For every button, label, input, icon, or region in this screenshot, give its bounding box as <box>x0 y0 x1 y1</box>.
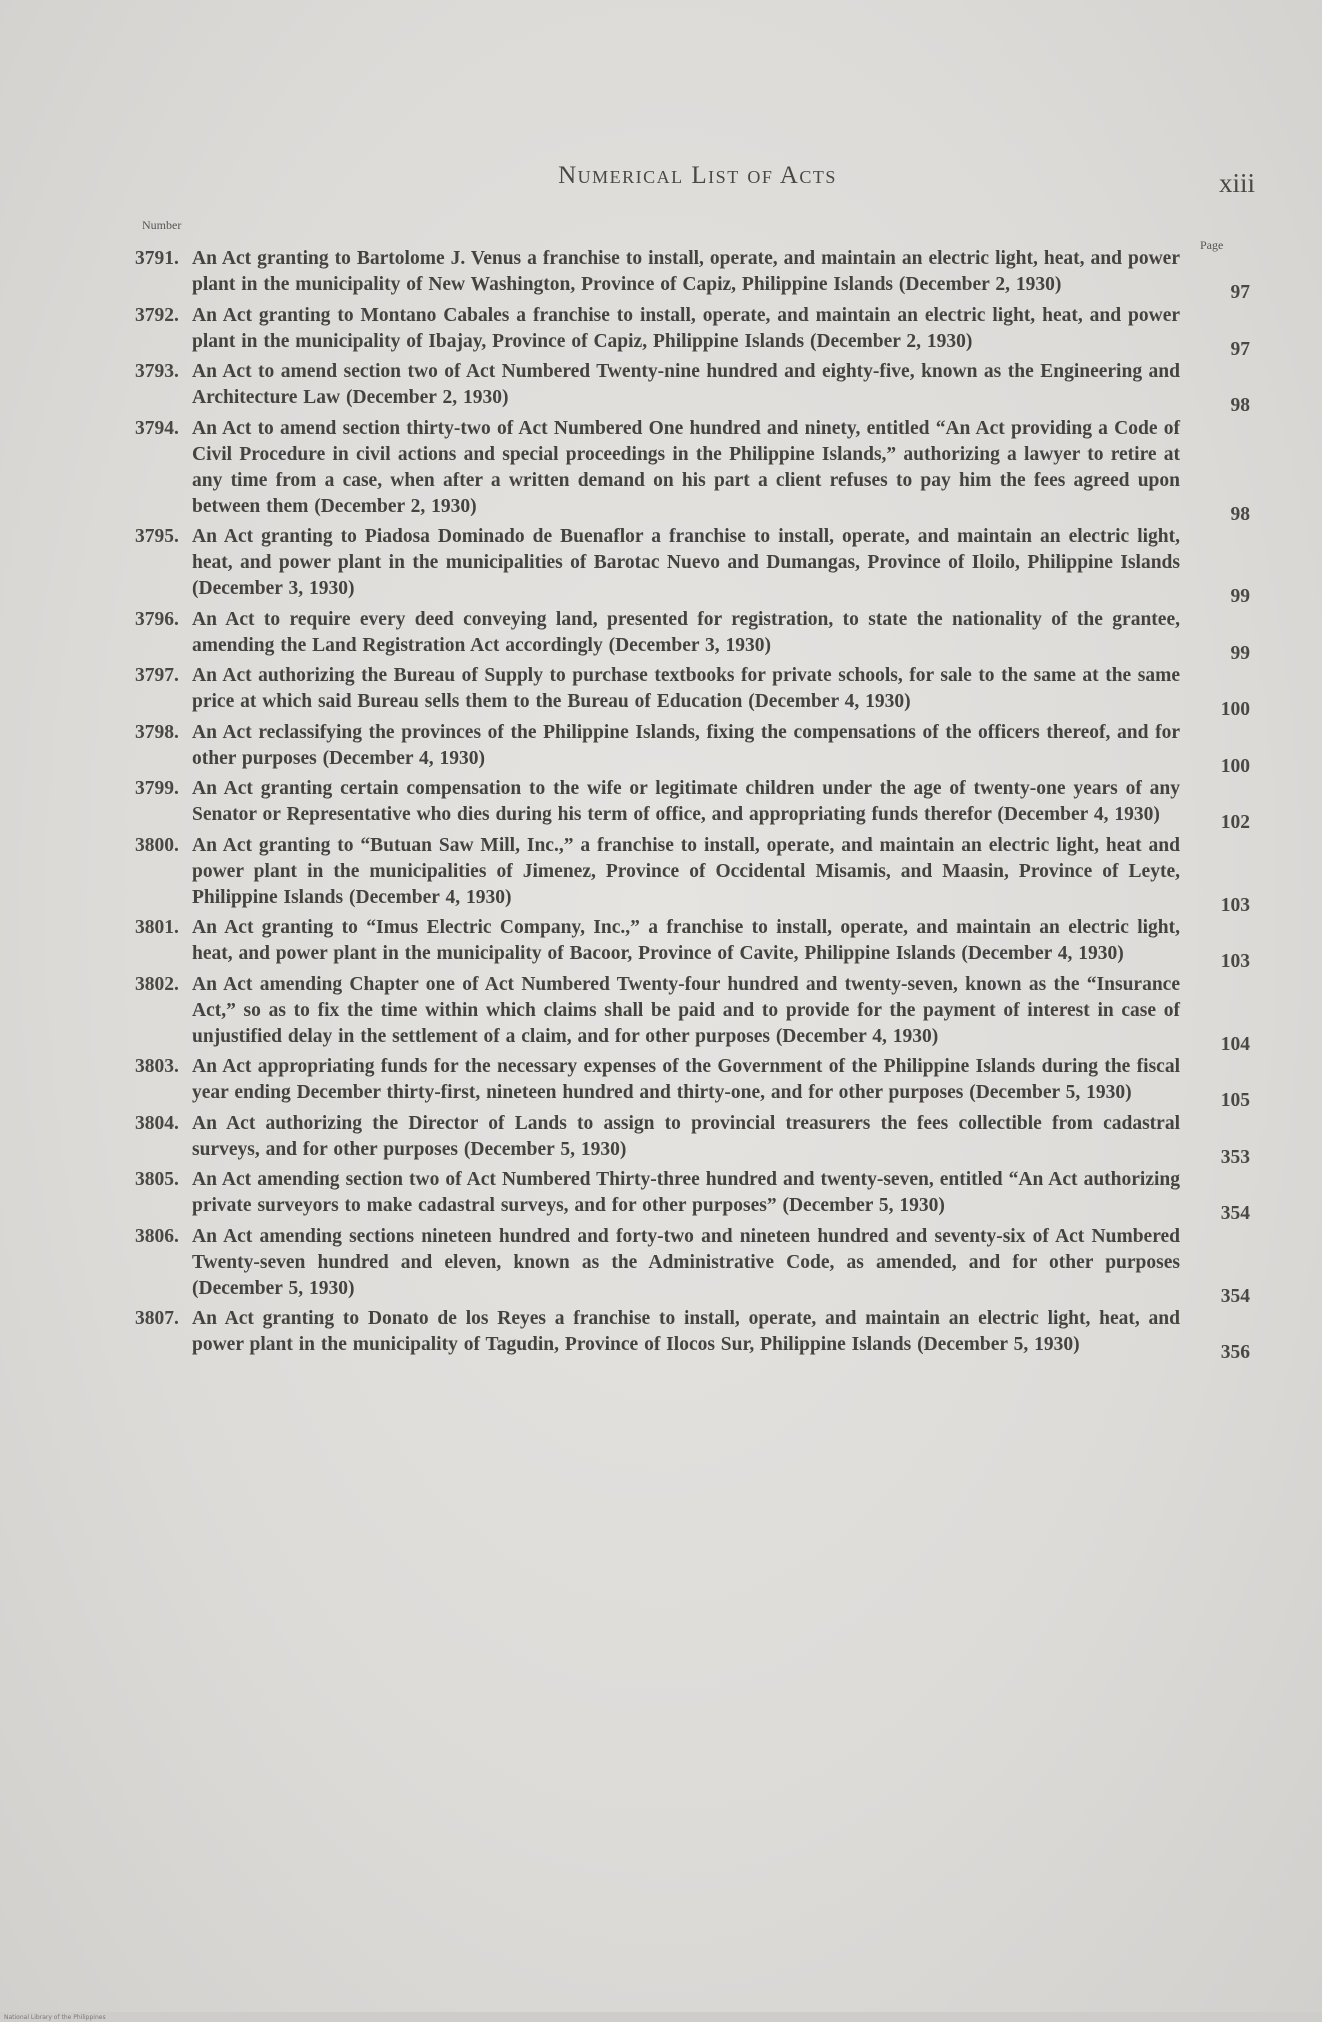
act-title: An Act amending sections nineteen hundred and forty-two and nineteen hundred and seventy-six of Act Numbered Twenty-seven hundred and eleven, known as the Administrative Code, as amended, and for other purposes (December 5, 1930) <box>192 1225 1180 1299</box>
act-page-number: 354 <box>1220 1285 1250 1307</box>
act-number: 3791. <box>135 248 179 269</box>
act-title: An Act amending Chapter one of Act Numbered Twenty-four hundred and twenty-seven, known as the “Insurance Act,” so as to fix the time within which claims shall be paid and to provide for the payment of interest in case of unjustified delay in the settlement of a claim, and for other purposes (December 4, 1930) <box>192 973 1180 1047</box>
act-title: An Act granting to Montano Cabales a franchise to install, operate, and maintain an electric light, heat, and power plant in the municipality of Ibajay, Province of Capiz, Philippine Islands (December 2, 1930) <box>192 304 1180 352</box>
list-item <box>135 246 1250 303</box>
act-page-number: 354 <box>1220 1203 1250 1224</box>
footer-strip <box>0 2012 1322 2022</box>
act-page-number: 98 <box>1230 395 1250 416</box>
act-page-number: 97 <box>1230 338 1250 360</box>
act-number: 3794. <box>135 417 179 439</box>
act-page-number: 97 <box>1230 282 1250 303</box>
act-title: An Act granting to “Butuan Saw Mill, Inc.,” a franchise to install, operate, and maintain an electric light, heat and power plant in the municipalities of Jimenez, Province of Occidental Misamis, and Maasin, Province of Leyte, Philippine Islands (December 4, 1930) <box>192 834 1180 908</box>
act-number: 3799. <box>135 778 179 799</box>
list-item <box>135 524 1250 607</box>
page-header <box>140 162 1255 202</box>
act-page-number: 103 <box>1220 951 1250 972</box>
act-page-number: 103 <box>1220 894 1250 916</box>
act-page-number: 104 <box>1220 1033 1250 1055</box>
page-column-label: Page <box>1200 238 1224 252</box>
act-number: 3795. <box>135 526 179 547</box>
list-item <box>135 303 1250 360</box>
list-item <box>135 833 1250 916</box>
act-number: 3797. <box>135 665 179 686</box>
list-item <box>135 972 1250 1055</box>
act-number: 3796. <box>135 608 179 630</box>
act-page-number: 98 <box>1230 503 1250 525</box>
page-title: Numerical List of Acts <box>558 162 837 189</box>
act-title: An Act granting certain compensation to the wife or legitimate children under the age of twenty-one years of any Senator or Representative who dies during his term of office, and appropriating funds therefor (December 4, 1930) <box>192 778 1180 825</box>
act-title: An Act granting to Donato de los Reyes a franchise to install, operate, and maintain an electric light, heat, and power plant in the municipality of Tagudin, Province of Ilocos Sur, Philippine Islands (December 5, 1930) <box>192 1308 1180 1355</box>
act-number: 3801. <box>135 917 179 938</box>
footer-credit: National Library of the Philippines <box>4 2014 106 2021</box>
list-item <box>135 1054 1250 1111</box>
act-title: An Act authorizing the Bureau of Supply to purchase textbooks for private schools, for sale to the same at the same price at which said Bureau sells them to the Bureau of Education (December 4, 1930) <box>192 665 1180 712</box>
act-page-number: 100 <box>1220 699 1250 720</box>
act-page-number: 102 <box>1220 812 1250 833</box>
act-number: 3798. <box>135 721 179 743</box>
act-number: 3802. <box>135 973 179 995</box>
act-title: An Act to amend section thirty-two of Act Numbered One hundred and ninety, entitled “An Act providing a Code of Civil Procedure in civil actions and special proceedings in the Philippine Islands,” authorizing a lawyer to retire at any time from a case, when after a written demand on his part a client refuses to pay him the fees agreed upon between them (December 2, 1930) <box>192 417 1180 517</box>
act-title: An Act to require every deed conveying land, presented for registration, to state the nationality of the grantee, amending the Land Registration Act accordingly (December 3, 1930) <box>192 608 1180 656</box>
list-item <box>135 663 1250 720</box>
act-number: 3792. <box>135 304 179 326</box>
act-title: An Act to amend section two of Act Numbered Twenty-nine hundred and eighty-five, known as the Engineering and Architecture Law (December 2, 1930) <box>192 361 1180 408</box>
act-page-number: 99 <box>1230 642 1250 664</box>
list-item <box>135 915 1250 972</box>
act-number: 3803. <box>135 1056 179 1077</box>
list-item <box>135 1111 1250 1168</box>
list-item <box>135 359 1250 416</box>
act-number: 3804. <box>135 1112 179 1134</box>
list-item <box>135 607 1250 664</box>
act-title: An Act authorizing the Director of Lands to assign to provincial treasurers the fees collectible from cadastral surveys, and for other purposes (December 5, 1930) <box>192 1112 1180 1160</box>
act-title: An Act reclassifying the provinces of the Philippine Islands, fixing the compensations of the officers thereof, and for other purposes (December 4, 1930) <box>192 721 1180 769</box>
list-item <box>135 776 1250 833</box>
act-title: An Act granting to “Imus Electric Company, Inc.,” a franchise to install, operate, and maintain an electric light, heat, and power plant in the municipality of Bacoor, Province of Cavite, Philippine Islands (December 4, 1930) <box>192 917 1180 964</box>
act-page-number: 99 <box>1230 586 1250 607</box>
act-number: 3807. <box>135 1308 179 1329</box>
list-item <box>135 720 1250 777</box>
act-title: An Act granting to Bartolome J. Venus a franchise to install, operate, and maintain an electric light, heat, and power plant in the municipality of New Washington, Province of Capiz, Philippine Islands (December 2, 1930) <box>192 248 1180 295</box>
act-number: 3806. <box>135 1225 179 1247</box>
act-title: An Act amending section two of Act Numbered Thirty-three hundred and twenty-seven, entitled “An Act authorizing private surveyors to make cadastral surveys, and for other purposes” (December 5, 1930) <box>192 1169 1180 1216</box>
act-title: An Act appropriating funds for the necessary expenses of the Government of the Philippine Islands during the fiscal year ending December thirty-first, nineteen hundred and thirty-one, and for other purposes (December 5, 1930) <box>192 1056 1180 1103</box>
act-title: An Act granting to Piadosa Dominado de Buenaflor a franchise to install, operate, and maintain an electric light, heat, and power plant in the municipalities of Barotac Nuevo and Dumangas, Province of Iloilo, Philippine Islands (December 3, 1930) <box>192 526 1180 599</box>
act-page-number: 100 <box>1220 755 1250 777</box>
list-item <box>135 1224 1250 1307</box>
act-page-number: 356 <box>1220 1342 1250 1363</box>
act-page-number: 105 <box>1220 1090 1250 1111</box>
list-item <box>135 1306 1250 1363</box>
list-item <box>135 1167 1250 1224</box>
page-number: xiii <box>1218 168 1255 198</box>
acts-list <box>135 246 1250 1363</box>
number-column-label: Number <box>142 218 182 232</box>
list-item <box>135 416 1250 525</box>
act-page-number: 353 <box>1220 1146 1250 1168</box>
act-number: 3800. <box>135 834 179 856</box>
act-number: 3793. <box>135 361 179 382</box>
act-number: 3805. <box>135 1169 179 1190</box>
